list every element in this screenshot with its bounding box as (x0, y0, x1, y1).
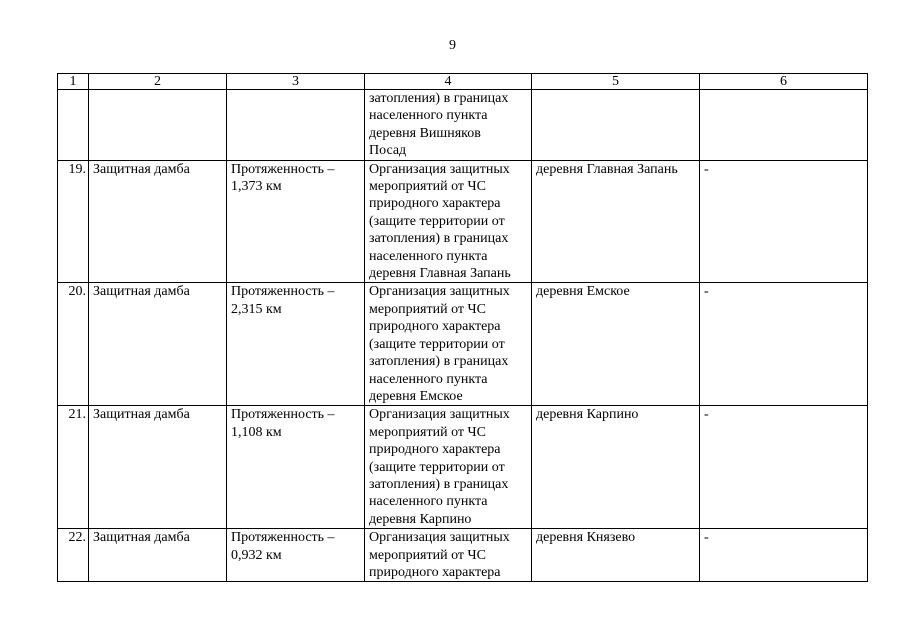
object-name-cell (89, 90, 227, 161)
row-number-cell: 21. (58, 406, 89, 529)
column-header: 2 (89, 74, 227, 90)
object-name-cell: Защитная дамба (89, 406, 227, 529)
purpose-cell: Организация защитных мероприятий от ЧС природного характера (защите территории от затопления) в границах населенного пункта деревня Емское (365, 283, 532, 406)
purpose-cell: Организация защитных мероприятий от ЧС природного характера (защите территории от затопления) в границах населенного пункта деревня Главная Запань (365, 160, 532, 283)
page-number: 9 (449, 38, 456, 53)
object-name-cell: Защитная дамба (89, 283, 227, 406)
parameter-cell: Протяженность – 1,108 км (227, 406, 365, 529)
location-cell: деревня Карпино (532, 406, 700, 529)
row-number-cell (58, 90, 89, 161)
parameter-cell: Протяженность – 0,932 км (227, 529, 365, 582)
column-header: 3 (227, 74, 365, 90)
row-number-cell: 19. (58, 160, 89, 283)
parameter-cell: Протяженность – 1,373 км (227, 160, 365, 283)
row-number-cell: 20. (58, 283, 89, 406)
table-row (58, 160, 868, 283)
location-cell: деревня Главная Запань (532, 160, 700, 283)
table-row (58, 406, 868, 529)
table-row (58, 529, 868, 582)
note-cell (700, 90, 868, 161)
column-header: 1 (58, 74, 89, 90)
note-cell: - (700, 160, 868, 283)
purpose-cell: затопления) в границах населенного пункта деревня Вишняков Посад (365, 90, 532, 161)
row-number-cell: 22. (58, 529, 89, 582)
object-name-cell: Защитная дамба (89, 529, 227, 582)
column-header: 4 (365, 74, 532, 90)
location-cell: деревня Емское (532, 283, 700, 406)
purpose-cell: Организация защитных мероприятий от ЧС природного характера (защите территории от затопления) в границах населенного пункта деревня Карпино (365, 406, 532, 529)
purpose-cell: Организация защитных мероприятий от ЧС природного характера (365, 529, 532, 582)
objects-table (57, 73, 868, 582)
note-cell: - (700, 529, 868, 582)
parameter-cell (227, 90, 365, 161)
location-cell (532, 90, 700, 161)
column-header: 6 (700, 74, 868, 90)
note-cell: - (700, 283, 868, 406)
note-cell: - (700, 406, 868, 529)
table-row (58, 283, 868, 406)
object-name-cell: Защитная дамба (89, 160, 227, 283)
column-header: 5 (532, 74, 700, 90)
table-row (58, 90, 868, 161)
table-header-row (58, 74, 868, 90)
location-cell: деревня Князево (532, 529, 700, 582)
parameter-cell: Протяженность – 2,315 км (227, 283, 365, 406)
